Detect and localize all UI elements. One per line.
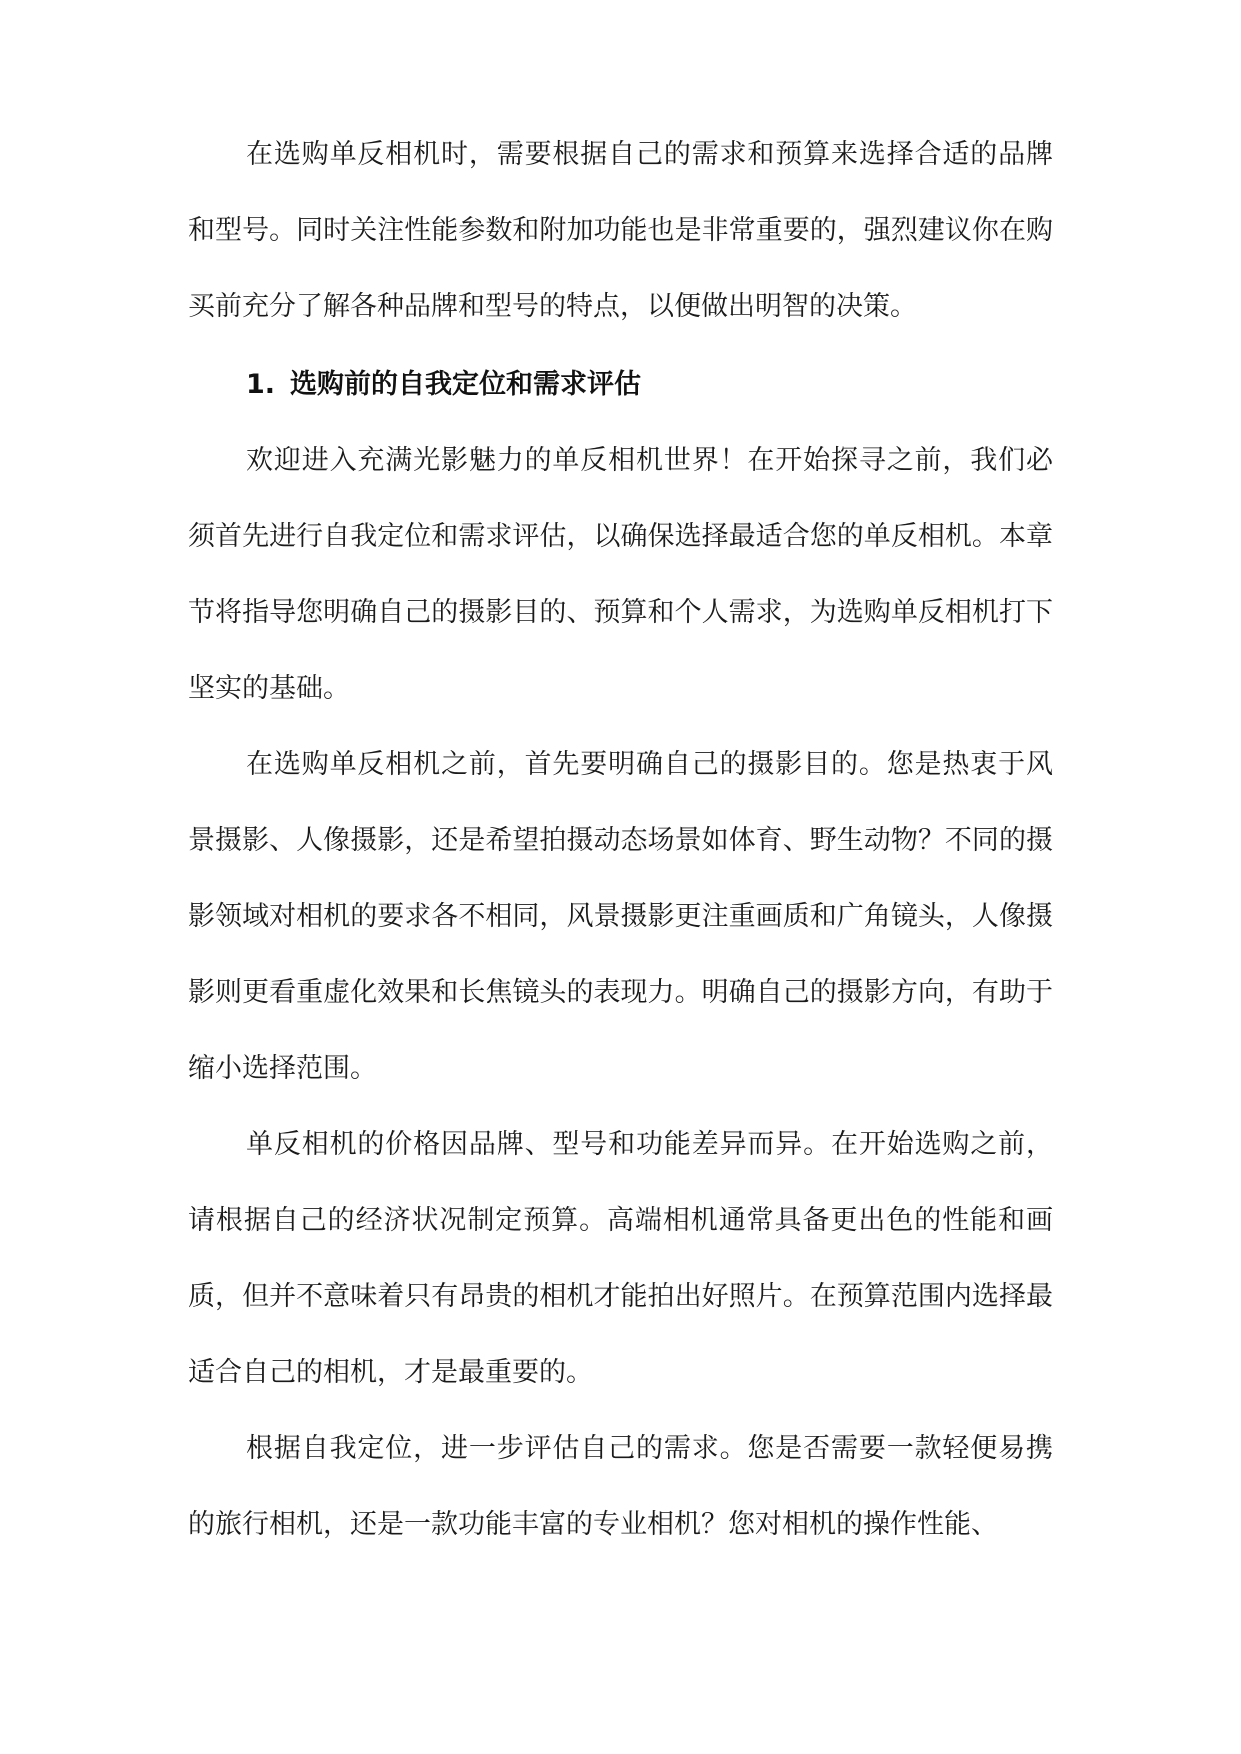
body-paragraph: 在选购单反相机之前，首先要明确自己的摄影目的。您是热衷于风景摄影、人像摄影，还是希望拍摄动态场景如体育、野生动物？不同的摄影领域对相机的要求各不相同，风景摄影更注重画质和广角镜头，人像摄影则更看重虚化效果和长焦镜头的表现力。明确自己的摄影方向，有助于缩小选择范围。	[188, 749, 1053, 1084]
section-number: 1.	[246, 369, 276, 400]
body-paragraph: 单反相机的价格因品牌、型号和功能差异而异。在开始选购之前，请根据自己的经济状况制定预算。高端相机通常具备更出色的性能和画质，但并不意味着只有昂贵的相机才能拍出好照片。在预算范围内选择最适合自己的相机，才是最重要的。	[188, 1129, 1053, 1388]
section-title: 选购前的自我定位和需求评估	[290, 369, 641, 400]
section-heading	[188, 347, 1053, 423]
section-block	[188, 347, 1053, 1563]
body-paragraph: 欢迎进入充满光影魅力的单反相机世界！在开始探寻之前，我们必须首先进行自我定位和需求评估，以确保选择最适合您的单反相机。本章节将指导您明确自己的摄影目的、预算和个人需求，为选购单反相机打下坚实的基础。	[188, 445, 1053, 704]
intro-paragraph: 在选购单反相机时，需要根据自己的需求和预算来选择合适的品牌和型号。同时关注性能参数和附加功能也是非常重要的，强烈建议你在购买前充分了解各种品牌和型号的特点，以便做出明智的决策。	[188, 139, 1053, 322]
body-paragraph: 根据自我定位，进一步评估自己的需求。您是否需要一款轻便易携的旅行相机，还是一款功能丰富的专业相机？您对相机的操作性能、	[188, 1433, 1053, 1540]
intro-block	[188, 117, 1053, 345]
